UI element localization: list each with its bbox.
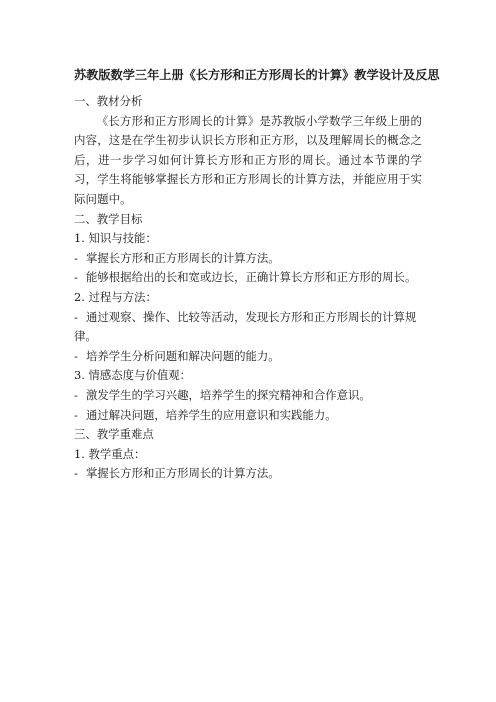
goal-bullet: [74, 347, 422, 367]
goal-bullet: [74, 308, 422, 347]
goal-bullet: [74, 406, 422, 426]
dash-marker: -: [74, 250, 78, 265]
bullet-text: 掌握长方形和正方形周长的计算方法。: [86, 250, 280, 265]
bullet-text: 能够根据给出的长和宽或边长，正确计算长方形和正方形的周长。: [86, 270, 417, 285]
dash-marker: -: [74, 387, 78, 402]
dash-marker: -: [74, 348, 78, 363]
document-title: 苏教版数学三年上册《长方形和正方形周长的计算》教学设计及反思: [74, 68, 440, 82]
goal-item-attitude: 3. 情感态度与价值观：: [74, 368, 192, 383]
dash-marker: -: [74, 309, 78, 324]
dash-marker: -: [74, 466, 78, 481]
section-heading-key-points: 三、教学重难点: [74, 427, 154, 442]
section-heading-analysis: 一、教材分析: [74, 94, 143, 108]
analysis-paragraph: 《长方形和正方形周长的计算》是苏教版小学数学三年级上册的内容，这是在学生初步认识长方形和正方形，以及理解周长的概念之后，进一步学习如何计算长方形和正方形的周长。通过本节课的学习，学生将能够掌握长方形和正方形周长的计算方法，并能应用于实际问题中。: [74, 113, 422, 206]
goal-item-knowledge: 1. 知识与技能：: [74, 231, 157, 246]
key-point-item: 1. 教学重点：: [74, 446, 146, 461]
dash-marker: -: [74, 407, 78, 422]
goal-bullet: [74, 386, 422, 406]
bullet-text: 培养学生分析问题和解决问题的能力。: [86, 348, 280, 363]
goal-bullet: [74, 268, 422, 288]
section-heading-goals: 二、教学目标: [74, 211, 143, 226]
bullet-text: 激发学生的学习兴趣，培养学生的探究精神和合作意识。: [86, 387, 371, 402]
bullet-text: 通过解决问题，培养学生的应用意识和实践能力。: [86, 407, 337, 422]
goal-item-process: 2. 过程与方法：: [74, 289, 157, 304]
bullet-text: 掌握长方形和正方形周长的计算方法。: [86, 466, 280, 481]
document-body: [74, 92, 422, 484]
bullet-text: 通过观察、操作、比较等活动，发现长方形和正方形周长的计算规律。: [74, 309, 417, 344]
goal-bullet: [74, 249, 422, 269]
dash-marker: -: [74, 270, 78, 285]
key-point-bullet: [74, 464, 422, 484]
